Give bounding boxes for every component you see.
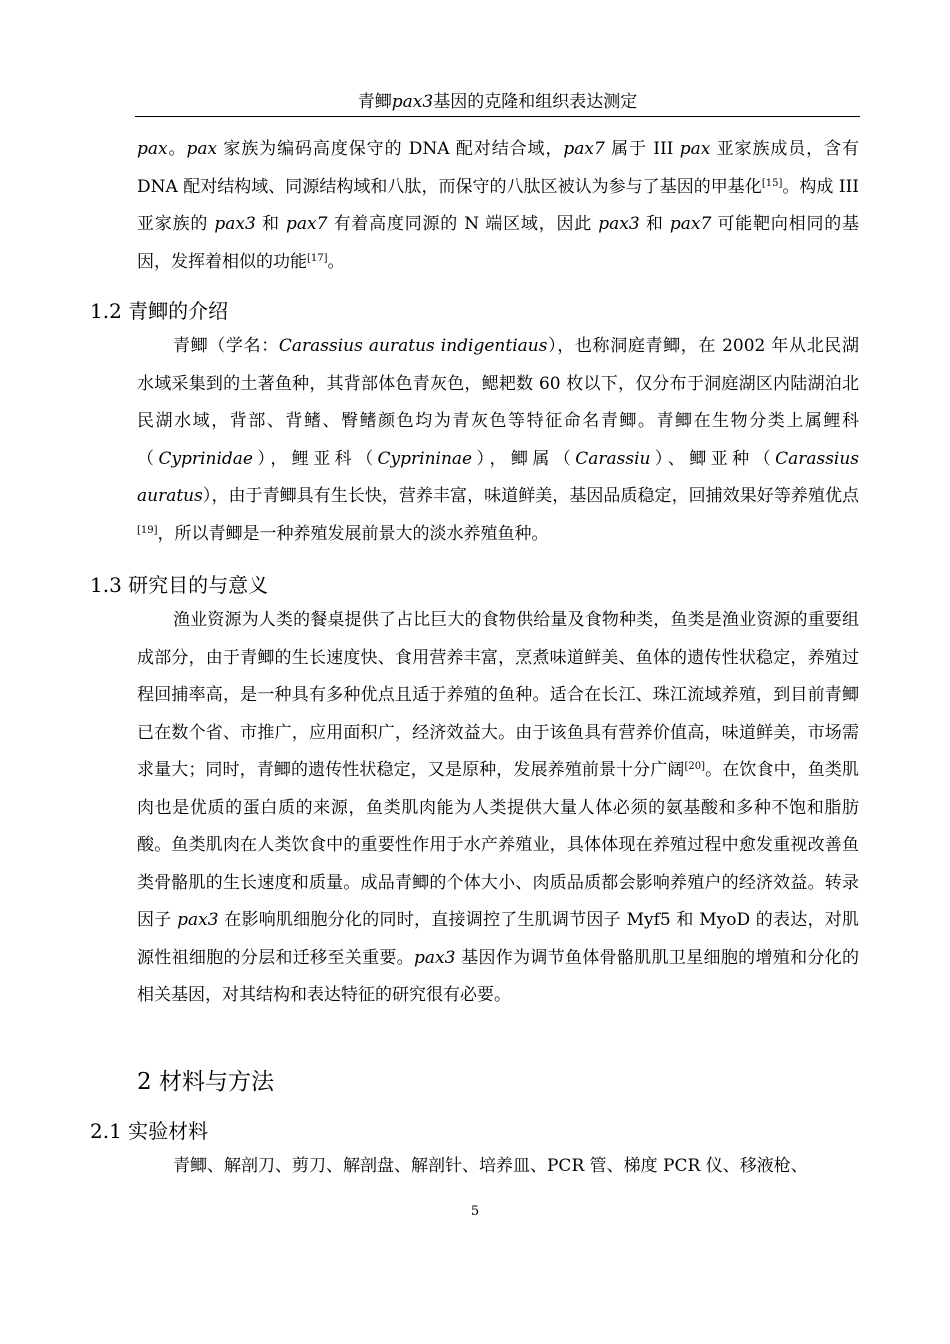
section-number: 2.1	[90, 1119, 122, 1143]
section-title: 青鲫的介绍	[128, 299, 229, 323]
text-run: 青鲫（学名：	[173, 336, 279, 356]
section-number: 2	[137, 1069, 152, 1095]
text-run: 。构成 III 亚家族的	[137, 176, 859, 234]
text-run: ），鲫属（	[472, 448, 576, 469]
gene-term: pax3	[598, 214, 640, 234]
header-gene: pax3	[391, 92, 434, 112]
text-run: ），鲤亚科（	[252, 448, 378, 469]
citation: [19]	[137, 524, 158, 536]
gene-term: pax3	[177, 910, 219, 930]
text-run: 属于 III	[604, 139, 680, 159]
gene-term: pax7	[563, 139, 605, 159]
section-title: 研究目的与意义	[128, 573, 269, 597]
taxon-name: Carassiu	[575, 448, 651, 469]
header-prefix: 青鲫	[357, 92, 392, 112]
text-run: ）、鲫亚种（	[650, 448, 776, 469]
citation: [15]	[761, 177, 783, 189]
text-run: 家族为编码高度保守的 DNA 配对结合域，	[217, 139, 564, 159]
paragraph-pax-family	[137, 131, 859, 281]
section-title: 实验材料	[128, 1119, 209, 1143]
paragraph-purpose	[137, 602, 859, 1015]
text-run: 。在饮食中，鱼类肌肉也是优质的蛋白质的来源，鱼类肌肉能为人类提供大量人体必须的氨基酸和多种不饱和脂肪酸。鱼类肌肉在人类饮食中的重要性作用于水产养殖业，具体体现在养殖过程中愈发重视改善鱼类骨骼肌的生长速度和质量。成品青鲫的个体大小、肉质品质都会影响养殖户的经济效益。转录因子	[137, 760, 860, 930]
gene-term: pax	[186, 139, 218, 159]
text-run: 有着高度同源的 N 端区域，因此	[327, 214, 599, 234]
text-run: 。	[327, 251, 345, 272]
text-run: 在影响肌细胞分化的同时，直接调控了生肌调节因子 Myf5 和 MyoD 的表达，对肌源性祖细胞的分层和迁移至关重要。	[137, 910, 860, 968]
section-heading-1-3	[90, 571, 268, 599]
paragraph-qingji-intro	[137, 328, 859, 553]
section-heading-2-1	[90, 1117, 208, 1145]
gene-term: pax3	[414, 947, 456, 968]
text-run: ，所以青鲫是一种养殖发展前景大的淡水养殖鱼种。	[157, 523, 549, 544]
gene-term: pax3	[214, 214, 256, 234]
text-run: ），由于青鲫具有生长快，营养丰富，味道鲜美，基因品质稳定，回捕效果好等养殖优点	[202, 486, 859, 506]
species-name: Carassius auratus indigentiaus	[278, 336, 548, 356]
taxon-name: Cyprinidae	[158, 448, 253, 469]
text-run: ），也称洞庭青鲫，在 2002 年从北民湖水域采集到的土著鱼种，其背部体色青灰色，鳃耙数 60 枚以下，仅分布于洞庭湖区内陆湖泊北民湖水域，背部、背鳍、臀鳍颜色均为青灰色等特征命名青鲫。青鲫在生物分类上属鲤科（	[137, 336, 860, 469]
citation: [17]	[307, 252, 328, 264]
section-heading-2	[137, 1066, 274, 1098]
text-run: 。	[167, 139, 187, 159]
paragraph-materials	[137, 1148, 859, 1186]
section-title: 材料与方法	[158, 1069, 274, 1095]
text-run: 亚家族成员，含有 DNA 配对结构域、同源结构域和八肽，而保守的八肽区被认为参与了基因的甲基化	[137, 139, 860, 197]
section-number: 1.3	[90, 573, 122, 597]
text-run: 和	[255, 214, 286, 234]
section-number: 1.2	[90, 299, 122, 323]
text-run: 渔业资源为人类的餐桌提供了占比巨大的食物供给量及食物种类，鱼类是渔业资源的重要组成部分，由于青鲫的生长速度快、食用营养丰富，烹煮味道鲜美、鱼体的遗传性状稳定，养殖过程回捕率高，是一种具有多种优点且适于养殖的鱼种。适合在长江、珠江流域养殖，到目前青鲫已在数个省、市推广，应用面积广，经济效益大。由于该鱼具有营养价值高，味道鲜美，市场需求量大；同时，青鲫的遗传性状稳定，又是原种，发展养殖前景十分广阔	[137, 610, 859, 780]
taxon-name: Cyprininae	[377, 448, 473, 469]
text-run: 可能靶向相同的基因，发挥着相似的功能	[137, 214, 860, 272]
text-run: 和	[639, 214, 670, 234]
gene-term: pax	[679, 139, 711, 159]
page-number: 5	[470, 1204, 480, 1219]
citation: [20]	[684, 761, 706, 772]
header-suffix: 基因的克隆和组织表达测定	[433, 92, 638, 112]
text-run: 青鲫、解剖刀、剪刀、解剖盘、解剖针、培养皿、PCR 管、梯度 PCR 仪、移液枪、	[173, 1156, 808, 1176]
text-run: 基因作为调节鱼体骨骼肌肌卫星细胞的增殖和分化的相关基因，对其结构和表达特征的研究很有必要。	[137, 947, 860, 1005]
section-heading-1-2	[90, 297, 228, 325]
gene-term: pax	[137, 139, 168, 159]
gene-term: pax7	[285, 214, 328, 234]
taxon-name: Carassius auratus	[137, 448, 860, 506]
running-header	[135, 90, 860, 117]
gene-term: pax7	[669, 214, 712, 234]
